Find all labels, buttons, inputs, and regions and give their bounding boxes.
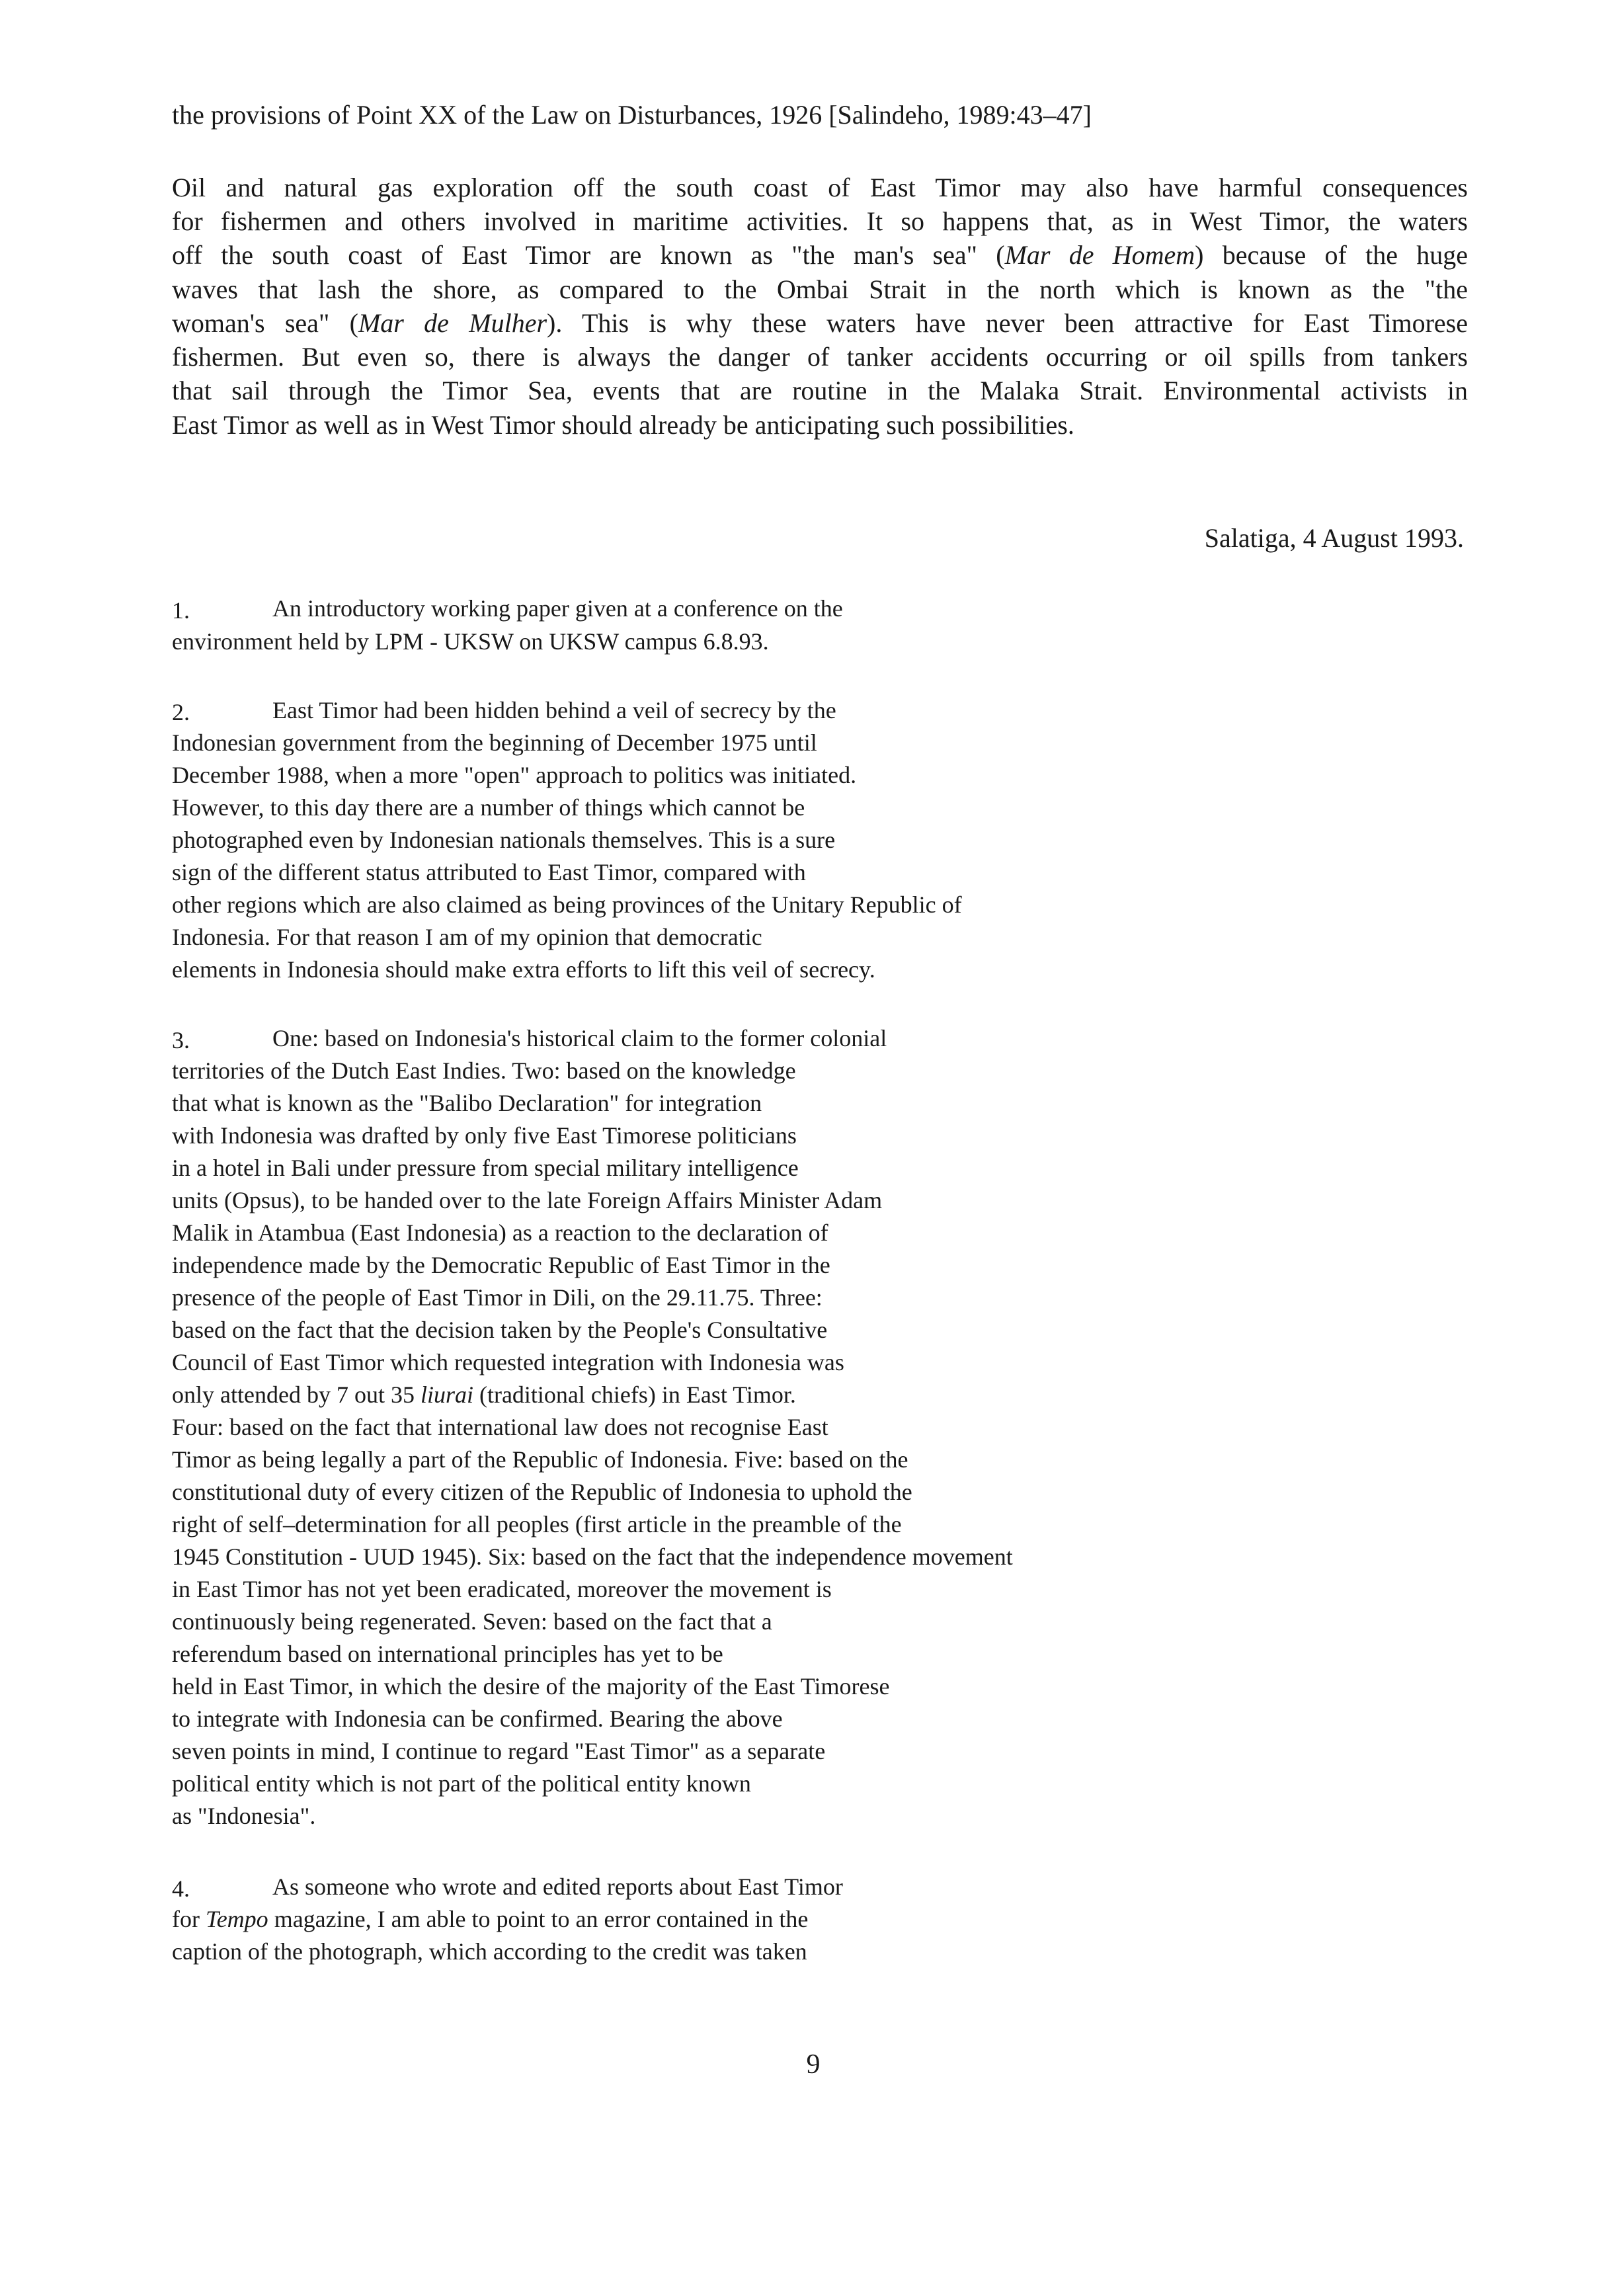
footnote-line: constitutional duty of every citizen of the Republic of Indonesia to uphold the — [172, 1479, 912, 1505]
footnote-line: political entity which is not part of the political entity known — [172, 1770, 751, 1797]
paragraph-line: that sail through the Timor Sea, events that are routine in the Malaka Strait. Environmental activists in — [172, 376, 1468, 405]
footnote-number: 4. — [172, 1875, 190, 1902]
footnote-number: 3. — [172, 1027, 190, 1053]
footnote-line: An introductory working paper given at a conference on the — [272, 595, 843, 622]
footnote-line: to integrate with Indonesia can be confirmed. Bearing the above — [172, 1705, 783, 1732]
footnote-line: elements in Indonesia should make extra efforts to lift this veil of secrecy. — [172, 956, 875, 983]
footnote-line: photographed even by Indonesian nationals themselves. This is a sure — [172, 827, 836, 853]
footnote-line: referendum based on international principles has yet to be — [172, 1641, 723, 1667]
footnote-line: right of self–determination for all peoples (first article in the preamble of the — [172, 1511, 902, 1538]
paragraph-line: fishermen. But even so, there is always the danger of tanker accidents occurring or oil spills from tankers — [172, 342, 1468, 372]
paragraph-line: off the south coast of East Timor are known as "the man's sea" (Mar de Homem) because of the huge — [172, 240, 1468, 270]
footnote-line: that what is known as the "Balibo Declaration" for integration — [172, 1090, 762, 1116]
footnote-line: Indonesia. For that reason I am of my opinion that democratic — [172, 924, 762, 950]
footnote-line: as "Indonesia". — [172, 1803, 316, 1829]
footnote-line: for Tempo magazine, I am able to point to an error contained in the — [172, 1906, 809, 1932]
paragraph-line: woman's sea" (Mar de Mulher). This is why these waters have never been attractive for East Timorese — [172, 308, 1468, 338]
footnote-line: environment held by LPM - UKSW on UKSW campus 6.8.93. — [172, 628, 769, 655]
footnote-line: units (Opsus), to be handed over to the late Foreign Affairs Minister Adam — [172, 1187, 883, 1213]
footnote-line: caption of the photograph, which according to the credit was taken — [172, 1938, 807, 1965]
paragraph-line: East Timor as well as in West Timor should already be anticipating such possibilities. — [172, 410, 1074, 440]
footnote-line: Four: based on the fact that international law does not recognise East — [172, 1414, 828, 1440]
paragraph-line: waves that lash the shore, as compared to the Ombai Strait in the north which is known as the "the — [172, 274, 1468, 304]
paragraph-line: for fishermen and others involved in maritime activities. It so happens that, as in West Timor, the waters — [172, 206, 1468, 236]
footnote-line: held in East Timor, in which the desire of the majority of the East Timorese — [172, 1673, 890, 1700]
footnote-line: in East Timor has not yet been eradicated, moreover the movement is — [172, 1576, 832, 1602]
footnote-line: East Timor had been hidden behind a veil of secrecy by the — [272, 697, 836, 723]
footnote-number: 1. — [172, 597, 190, 624]
footnote-line: only attended by 7 out 35 liurai (traditional chiefs) in East Timor. — [172, 1381, 796, 1408]
footnote-line: December 1988, when a more "open" approach to politics was initiated. — [172, 762, 857, 788]
footnote-line: However, to this day there are a number of things which cannot be — [172, 794, 805, 821]
footnote-line: in a hotel in Bali under pressure from special military intelligence — [172, 1155, 799, 1181]
paragraph-line: Oil and natural gas exploration off the south coast of East Timor may also have harmful consequences — [172, 173, 1468, 202]
footnote-line: Indonesian government from the beginning of December 1975 until — [172, 729, 817, 756]
header-line: the provisions of Point XX of the Law on Disturbances, 1926 [Salindeho, 1989:43–47] — [172, 100, 1092, 130]
footnote-line: continuously being regenerated. Seven: based on the fact that a — [172, 1608, 772, 1635]
footnote-line: presence of the people of East Timor in Dili, on the 29.11.75. Three: — [172, 1284, 823, 1311]
footnote-line: Malik in Atambua (East Indonesia) as a reaction to the declaration of — [172, 1219, 828, 1246]
footnote-line: Timor as being legally a part of the Republic of Indonesia. Five: based on the — [172, 1446, 908, 1473]
footnote-line: based on the fact that the decision taken by the People's Consultative — [172, 1317, 828, 1343]
footnote-line: Council of East Timor which requested integration with Indonesia was — [172, 1349, 844, 1375]
footnote-line: As someone who wrote and edited reports about East Timor — [272, 1873, 843, 1900]
footnote-line: territories of the Dutch East Indies. Two: based on the knowledge — [172, 1057, 796, 1084]
footnote-line: One: based on Indonesia's historical claim to the former colonial — [272, 1025, 887, 1051]
footnote-line: sign of the different status attributed to East Timor, compared with — [172, 859, 806, 885]
footnote-line: 1945 Constitution - UUD 1945). Six: based on the fact that the independence movement — [172, 1543, 1013, 1570]
footnote-line: independence made by the Democratic Republic of East Timor in the — [172, 1252, 830, 1278]
footnote-line: other regions which are also claimed as being provinces of the Unitary Republic of — [172, 891, 962, 918]
footnote-line: seven points in mind, I continue to regard "East Timor" as a separate — [172, 1738, 826, 1764]
footnote-line: with Indonesia was drafted by only five East Timorese politicians — [172, 1122, 797, 1149]
page-number: 9 — [806, 2049, 821, 2080]
footnote-number: 2. — [172, 699, 190, 725]
place-date-signature: Salatiga, 4 August 1993. — [1204, 523, 1464, 553]
